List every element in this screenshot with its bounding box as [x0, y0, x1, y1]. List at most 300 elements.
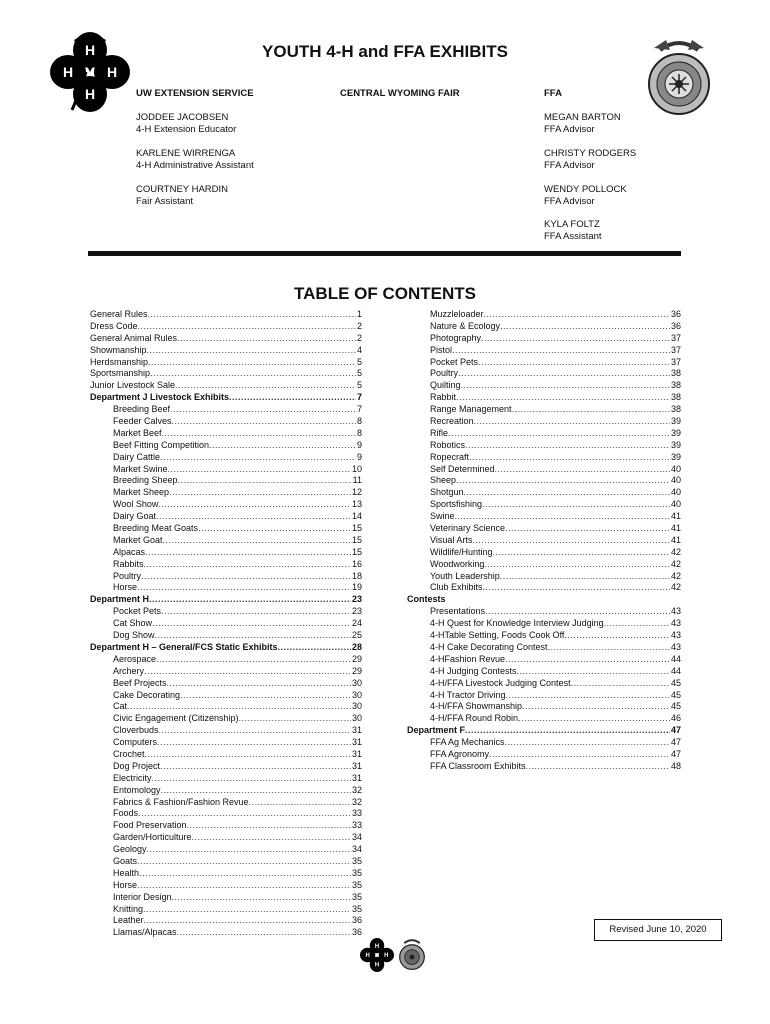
toc-entry-page: 47 — [670, 725, 681, 736]
toc-leader-dots — [517, 666, 670, 678]
toc-entry-label: Market Swine — [113, 463, 168, 474]
toc-entry — [90, 642, 362, 654]
toc-entry — [407, 475, 681, 487]
toc-entry — [90, 761, 362, 773]
toc-entry-page: 31 — [351, 772, 362, 783]
toc-entry-label: Swine — [430, 511, 455, 522]
toc-entry — [407, 404, 681, 416]
toc-leader-dots — [483, 582, 670, 594]
toc-entry — [90, 333, 362, 345]
toc-entry — [90, 856, 362, 868]
toc-entry-page: 48 — [670, 760, 681, 771]
toc-entry-page: 25 — [351, 630, 362, 641]
toc-entry-page: 5 — [356, 356, 362, 367]
toc-leader-dots — [461, 380, 670, 392]
toc-entry-page: 40 — [670, 463, 681, 474]
svg-text:H: H — [374, 943, 380, 950]
toc-entry — [90, 487, 362, 499]
toc-entry — [90, 309, 362, 321]
toc-entry-label: Contests — [407, 594, 446, 605]
toc-entry-label: 4-H/FFA Showmanship — [430, 701, 523, 712]
toc-entry-label: General Animal Rules — [90, 332, 178, 343]
toc-entry-label: Department F — [407, 725, 466, 736]
toc-leader-dots — [229, 392, 356, 404]
toc-entry-label: Fabrics & Fashion/Fashion Revue — [113, 796, 249, 807]
toc-entry — [90, 452, 362, 464]
toc-entry-label: Cat — [113, 701, 128, 712]
toc-entry-label: 4-HFashion Revue — [430, 653, 506, 664]
toc-entry — [407, 642, 681, 654]
toc-entry — [407, 594, 681, 606]
toc-leader-dots — [458, 368, 670, 380]
toc-leader-dots — [148, 357, 356, 369]
toc-entry-page: 44 — [670, 665, 681, 676]
svg-text:H: H — [84, 86, 96, 102]
toc-entry-label: Breeding Sheep — [113, 475, 178, 486]
toc-entry-label: Entomology — [113, 784, 161, 795]
toc-entry-label: Department H – General/FCS Static Exhibits — [90, 641, 278, 652]
toc-leader-dots — [484, 559, 670, 571]
toc-entry-page: 35 — [351, 855, 362, 866]
svg-text:H: H — [84, 42, 96, 58]
toc-entry — [90, 547, 362, 559]
toc-leader-dots — [141, 571, 351, 583]
toc-entry — [90, 904, 362, 916]
toc-title: TABLE OF CONTENTS — [294, 284, 476, 303]
toc-leader-dots — [145, 547, 351, 559]
toc-entry — [407, 571, 681, 583]
toc-entry — [90, 666, 362, 678]
toc-entry-page: 38 — [670, 392, 681, 403]
toc-entry — [90, 868, 362, 880]
toc-entry-label: Electricity — [113, 772, 152, 783]
toc-entry-label: Computers — [113, 737, 158, 748]
toc-entry-label: Department H — [90, 594, 150, 605]
toc-entry-page: 38 — [670, 380, 681, 391]
toc-entry-page: 43 — [670, 641, 681, 652]
toc-entry — [407, 701, 681, 713]
toc-entry-page: 1 — [356, 309, 362, 319]
toc-entry — [90, 844, 362, 856]
staff-name: WENDY POLLOCK — [544, 184, 627, 195]
toc-entry-label: Horse — [113, 582, 138, 593]
toc-entry — [90, 392, 362, 404]
toc-leader-dots — [157, 737, 351, 749]
column-heading-ffa: FFA — [544, 88, 562, 99]
toc-entry-page: 42 — [670, 546, 681, 557]
toc-entry-page: 35 — [351, 879, 362, 890]
toc-left-column — [90, 309, 362, 939]
toc-entry-page: 42 — [670, 570, 681, 581]
toc-entry-label: Youth Leadership — [430, 570, 500, 581]
toc-leader-dots — [177, 927, 351, 939]
toc-entry-page: 23 — [351, 594, 362, 605]
toc-entry — [407, 428, 681, 440]
toc-leader-dots — [152, 773, 351, 785]
toc-entry-page: 45 — [670, 677, 681, 688]
toc-leader-dots — [465, 440, 670, 452]
ffa-emblem-icon — [396, 936, 428, 974]
toc-entry-label: Woodworking — [430, 558, 485, 569]
toc-entry — [407, 737, 681, 749]
toc-entry-page: 40 — [670, 487, 681, 498]
toc-leader-dots — [161, 606, 351, 618]
toc-leader-dots — [172, 892, 351, 904]
toc-entry — [407, 654, 681, 666]
toc-entry-page: 9 — [356, 439, 362, 450]
staff-name: MEGAN BARTON — [544, 112, 621, 123]
toc-entry-page: 44 — [670, 653, 681, 664]
toc-entry-label: Dog Show — [113, 630, 155, 641]
staff-role: FFA Assistant — [544, 231, 602, 242]
toc-leader-dots — [137, 582, 351, 594]
toc-entry-label: Wool Show — [113, 499, 159, 510]
toc-entry-page: 33 — [351, 808, 362, 819]
toc-entry-label: Pocket Pets — [113, 606, 162, 617]
staff-role: 4-H Extension Educator — [136, 124, 237, 135]
toc-entry — [90, 475, 362, 487]
toc-entry-label: Sheep — [430, 475, 457, 486]
toc-entry — [407, 368, 681, 380]
toc-entry — [90, 725, 362, 737]
toc-leader-dots — [249, 797, 351, 809]
toc-entry — [407, 309, 681, 321]
toc-entry — [90, 499, 362, 511]
toc-entry-label: Rifle — [430, 427, 449, 438]
toc-entry-label: Pistol — [430, 344, 453, 355]
toc-leader-dots — [278, 642, 351, 654]
toc-entry — [407, 547, 681, 559]
toc-entry-label: Horse — [113, 879, 138, 890]
toc-entry-page: 4 — [356, 344, 362, 355]
toc-entry — [90, 606, 362, 618]
toc-entry-label: Dairy Cattle — [113, 451, 161, 462]
toc-entry — [90, 416, 362, 428]
toc-entry-label: General Rules — [90, 309, 148, 319]
staff-entry — [136, 148, 254, 172]
staff-entry — [544, 219, 602, 243]
toc-entry-page: 13 — [351, 499, 362, 510]
toc-entry — [407, 321, 681, 333]
toc-leader-dots — [159, 725, 351, 737]
toc-entry — [407, 487, 681, 499]
toc-entry-page: 30 — [351, 689, 362, 700]
toc-entry-label: Sportsmanship — [90, 368, 151, 379]
revised-date-box: Revised June 10, 2020 — [594, 919, 722, 941]
toc-entry — [90, 404, 362, 416]
toc-leader-dots — [495, 464, 670, 476]
toc-entry — [90, 594, 362, 606]
toc-entry-label: Breeding Meat Goats — [113, 523, 199, 534]
toc-entry — [407, 499, 681, 511]
toc-entry — [407, 713, 681, 725]
toc-entry — [407, 690, 681, 702]
toc-entry-page: 9 — [356, 451, 362, 462]
toc-entry-page: 34 — [351, 832, 362, 843]
toc-entry — [90, 571, 362, 583]
toc-leader-dots — [452, 345, 670, 357]
toc-leader-dots — [160, 452, 356, 464]
toc-leader-dots — [456, 392, 670, 404]
toc-entry-label: Alpacas — [113, 546, 146, 557]
toc-entry-page: 35 — [351, 891, 362, 902]
toc-leader-dots — [152, 618, 351, 630]
toc-entry-page: 10 — [351, 463, 362, 474]
toc-entry — [407, 618, 681, 630]
toc-entry-page: 31 — [351, 725, 362, 736]
toc-entry-page: 12 — [351, 487, 362, 498]
toc-leader-dots — [137, 856, 351, 868]
staff-name: KYLA FOLTZ — [544, 219, 600, 230]
toc-entry-page: 11 — [352, 475, 362, 486]
toc-leader-dots — [481, 333, 670, 345]
toc-leader-dots — [505, 737, 670, 749]
toc-entry-page: 35 — [351, 867, 362, 878]
toc-entry-label: Self Determined — [430, 463, 495, 474]
toc-entry-label: Goats — [113, 855, 138, 866]
toc-entry — [90, 630, 362, 642]
toc-entry-label: Club Exhibits — [430, 582, 483, 593]
toc-leader-dots — [162, 428, 356, 440]
toc-entry-label: Llamas/Alpacas — [113, 927, 177, 938]
toc-entry-page: 19 — [351, 582, 362, 593]
toc-entry-label: Breeding Beef — [113, 404, 171, 415]
toc-leader-dots — [187, 820, 351, 832]
toc-entry-page: 30 — [351, 701, 362, 712]
toc-entry — [407, 666, 681, 678]
toc-entry — [407, 761, 681, 773]
toc-entry-page: 36 — [670, 309, 681, 319]
svg-text:H: H — [62, 64, 74, 80]
toc-leader-dots — [177, 333, 356, 345]
toc-entry-page: 33 — [351, 820, 362, 831]
toc-entry-page: 29 — [351, 653, 362, 664]
toc-entry — [90, 701, 362, 713]
toc-entry-page: 36 — [670, 320, 681, 331]
toc-leader-dots — [160, 761, 351, 773]
toc-leader-dots — [571, 678, 670, 690]
column-heading-extension: UW EXTENSION SERVICE — [136, 88, 254, 99]
toc-entry-page: 32 — [351, 784, 362, 795]
toc-entry-label: Recreation — [430, 416, 474, 427]
toc-leader-dots — [478, 357, 670, 369]
toc-leader-dots — [518, 713, 670, 725]
toc-entry-label: Beef Projects — [113, 677, 167, 688]
toc-entry-label: Market Sheep — [113, 487, 170, 498]
toc-entry-label: Ropecraft — [430, 451, 470, 462]
toc-entry — [90, 440, 362, 452]
toc-leader-dots — [485, 606, 670, 618]
toc-entry-label: Knitting — [113, 903, 144, 914]
toc-entry — [90, 559, 362, 571]
toc-leader-dots — [564, 630, 670, 642]
staff-name: JODDEE JACOBSEN — [136, 112, 229, 123]
staff-role: FFA Advisor — [544, 124, 595, 135]
toc-leader-dots — [138, 808, 351, 820]
toc-entry — [407, 511, 681, 523]
toc-entry-label: Showmanship — [90, 344, 147, 355]
toc-leader-dots — [127, 701, 351, 713]
toc-entry-label: Cat Show — [113, 618, 153, 629]
toc-leader-dots — [180, 690, 351, 702]
column-heading-fair: CENTRAL WYOMING FAIR — [340, 88, 460, 99]
toc-leader-dots — [158, 499, 351, 511]
toc-leader-dots — [163, 535, 351, 547]
toc-entry — [90, 737, 362, 749]
toc-entry-label: Feeder Calves — [113, 416, 172, 427]
toc-entry-page: 31 — [351, 748, 362, 759]
toc-entry-page: 45 — [670, 701, 681, 712]
toc-entry-label: Dress Code — [90, 320, 138, 331]
staff-role: Fair Assistant — [136, 196, 194, 207]
toc-entry — [407, 357, 681, 369]
toc-entry-page: 39 — [670, 451, 681, 462]
toc-entry — [407, 725, 681, 737]
toc-entry-label: Cloverbuds — [113, 725, 159, 736]
toc-entry-label: Visual Arts — [430, 534, 473, 545]
toc-leader-dots — [156, 511, 351, 523]
toc-entry — [90, 618, 362, 630]
toc-entry — [407, 523, 681, 535]
toc-entry-page: 47 — [670, 737, 681, 748]
toc-entry — [407, 678, 681, 690]
toc-leader-dots — [209, 440, 356, 452]
toc-entry-label: Dog Project — [113, 760, 161, 771]
toc-entry-page: 43 — [670, 618, 681, 629]
toc-entry — [90, 428, 362, 440]
toc-entry-page: 14 — [351, 511, 362, 522]
toc-leader-dots — [464, 487, 670, 499]
toc-leader-dots — [175, 380, 356, 392]
toc-entry-label: Rabbits — [113, 558, 144, 569]
toc-entry — [90, 357, 362, 369]
toc-entry-label: Cake Decorating — [113, 689, 181, 700]
toc-leader-dots — [168, 464, 351, 476]
toc-entry — [407, 440, 681, 452]
toc-entry-label: Market Beef — [113, 427, 162, 438]
toc-leader-dots — [167, 678, 351, 690]
toc-entry — [90, 892, 362, 904]
toc-entry-label: Nature & Ecology — [430, 320, 501, 331]
toc-entry-label: Department J Livestock Exhibits — [90, 392, 230, 403]
toc-entry — [90, 749, 362, 761]
toc-leader-dots — [178, 475, 352, 487]
toc-entry-page: 39 — [670, 427, 681, 438]
toc-leader-dots — [548, 642, 670, 654]
toc-entry-label: Herdsmanship — [90, 356, 149, 367]
toc-entry-page: 40 — [670, 475, 681, 486]
toc-entry — [90, 713, 362, 725]
toc-entry-page: 30 — [351, 677, 362, 688]
toc-entry-label: 4-H Cake Decorating Contest — [430, 641, 548, 652]
toc-entry — [407, 452, 681, 464]
toc-entry-label: Range Management — [430, 404, 512, 415]
toc-leader-dots — [138, 321, 356, 333]
toc-entry-page: 15 — [351, 534, 362, 545]
toc-leader-dots — [147, 345, 356, 357]
toc-leader-dots — [137, 880, 351, 892]
staff-entry — [136, 184, 228, 208]
toc-entry-label: Veterinary Science — [430, 523, 506, 534]
toc-entry-label: Poultry — [113, 570, 142, 581]
toc-entry — [90, 321, 362, 333]
toc-leader-dots — [147, 844, 351, 856]
divider-rule — [88, 251, 681, 256]
toc-entry — [90, 690, 362, 702]
toc-entry-page: 37 — [670, 356, 681, 367]
toc-leader-dots — [169, 487, 351, 499]
toc-leader-dots — [505, 523, 670, 535]
toc-entry-label: Garden/Horticulture — [113, 832, 192, 843]
toc-entry-page: 30 — [351, 713, 362, 724]
staff-entry — [544, 112, 621, 136]
toc-entry — [407, 749, 681, 761]
toc-entry-label: Health — [113, 867, 140, 878]
toc-leader-dots — [526, 761, 670, 773]
toc-leader-dots — [239, 713, 351, 725]
toc-entry — [90, 582, 362, 594]
toc-entry-label: 4-H/FFA Round Robin — [430, 713, 519, 724]
toc-entry-label: Presentations — [430, 606, 486, 617]
toc-entry — [407, 392, 681, 404]
svg-text:H: H — [106, 64, 118, 80]
toc-leader-dots — [148, 309, 356, 321]
toc-entry — [90, 678, 362, 690]
toc-entry-label: Poultry — [430, 368, 459, 379]
toc-entry — [90, 368, 362, 380]
toc-leader-dots — [469, 452, 670, 464]
toc-entry-page: 45 — [670, 689, 681, 700]
toc-entry — [90, 773, 362, 785]
toc-entry-page: 37 — [670, 332, 681, 343]
toc-entry-label: 4-H Quest for Knowledge Interview Judging — [430, 618, 604, 629]
toc-entry — [407, 333, 681, 345]
toc-leader-dots — [192, 832, 351, 844]
toc-leader-dots — [156, 654, 351, 666]
toc-entry-page: 40 — [670, 499, 681, 510]
toc-entry-label: Foods — [113, 808, 139, 819]
toc-entry-label: FFA Agronomy — [430, 748, 490, 759]
toc-entry — [407, 416, 681, 428]
toc-entry-page: 5 — [356, 380, 362, 391]
toc-leader-dots — [465, 725, 670, 737]
toc-leader-dots — [493, 547, 670, 559]
4h-clover-icon — [360, 938, 394, 972]
toc-leader-dots — [474, 416, 670, 428]
toc-leader-dots — [604, 618, 670, 630]
toc-entry — [90, 380, 362, 392]
toc-entry-page: 18 — [351, 570, 362, 581]
toc-entry-page: 36 — [351, 927, 362, 938]
toc-entry-label: Food Preservation — [113, 820, 187, 831]
toc-entry — [90, 880, 362, 892]
toc-entry-page: 23 — [351, 606, 362, 617]
toc-entry-page: 36 — [351, 915, 362, 926]
toc-right-column — [407, 309, 681, 773]
toc-entry-label: Crochet — [113, 748, 145, 759]
toc-leader-dots — [139, 868, 351, 880]
toc-entry-label: Muzzleloader — [430, 309, 484, 319]
toc-leader-dots — [143, 904, 351, 916]
staff-role: FFA Advisor — [544, 160, 595, 171]
toc-entry-page: 43 — [670, 606, 681, 617]
toc-leader-dots — [484, 309, 670, 321]
toc-leader-dots — [170, 404, 356, 416]
toc-entry-label: Sportsfishing — [430, 499, 483, 510]
toc-leader-dots — [149, 594, 351, 606]
staff-role: FFA Advisor — [544, 196, 595, 207]
toc-entry — [90, 523, 362, 535]
